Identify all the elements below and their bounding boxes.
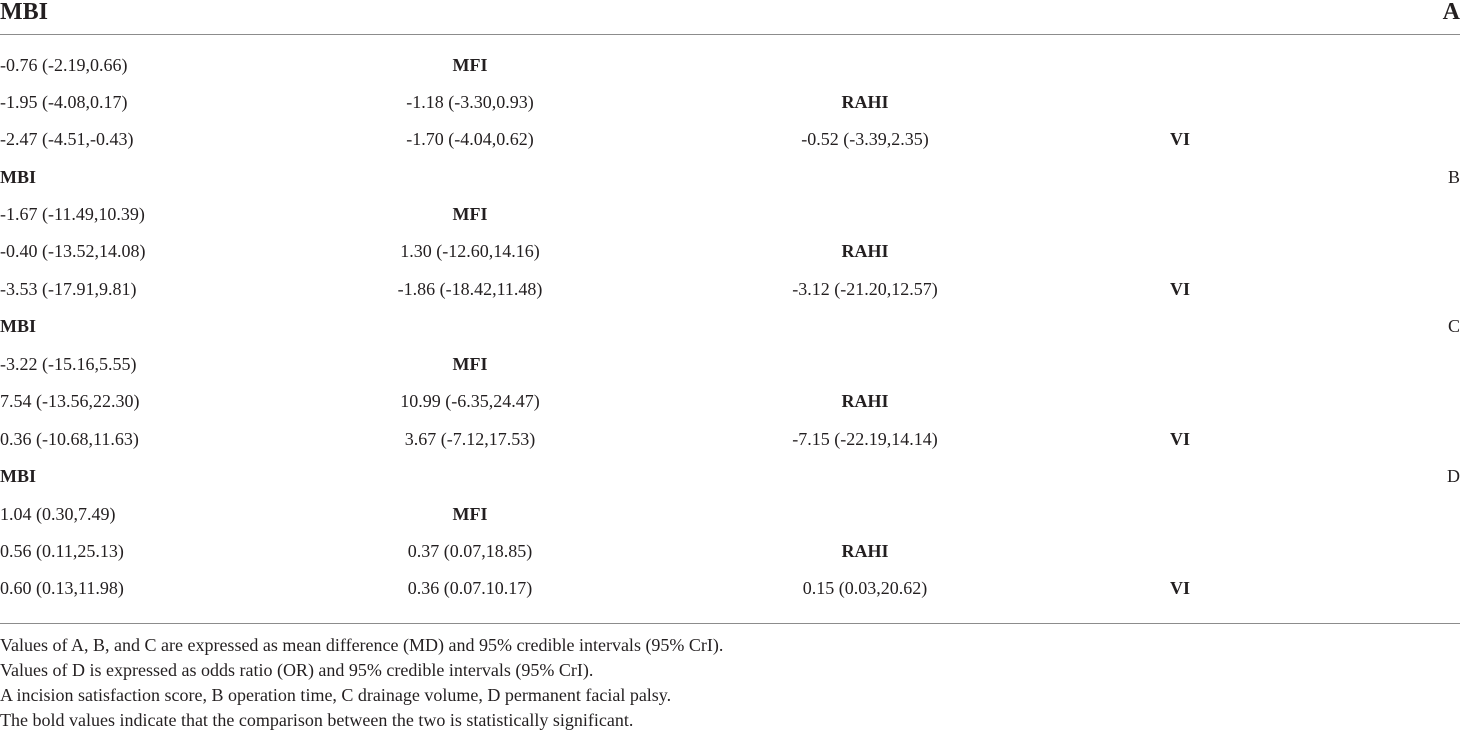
panel-mbi-label: MBI [0, 316, 36, 336]
diagonal-label-rahi: RAHI [841, 92, 889, 112]
diagonal-label-mfi: MFI [452, 354, 488, 374]
panel-letter-b: B [1447, 167, 1460, 187]
diagonal-label-rahi: RAHI [841, 541, 889, 561]
panel-header-row [0, 308, 1460, 345]
table-row [0, 121, 1460, 158]
top-rule [0, 34, 1460, 35]
panel-letter-d: D [1447, 466, 1460, 486]
diagonal-label-vi: VI [1169, 578, 1190, 598]
table-row [0, 233, 1460, 270]
table-cell: -3.22 (-15.16,5.55) [0, 354, 137, 374]
table-cell: 0.36 (0.07.10.17) [407, 578, 533, 598]
diagonal-label-mfi: MFI [452, 504, 488, 524]
diagonal-label-rahi: RAHI [841, 241, 889, 261]
table-row [0, 421, 1460, 458]
diagonal-label-vi: VI [1169, 279, 1190, 299]
table-cell: 0.37 (0.07,18.85) [407, 541, 533, 561]
diagonal-label-mfi: MFI [452, 55, 488, 75]
panel-mbi-label: MBI [0, 167, 36, 187]
table-cell: 3.67 (-7.12,17.53) [404, 429, 536, 449]
table-cell: -3.53 (-17.91,9.81) [0, 279, 137, 299]
header-mbi-label: MBI [0, 0, 48, 25]
panel-mbi-label: MBI [0, 466, 36, 486]
table-cell: -1.70 (-4.04,0.62) [406, 129, 534, 149]
table-cell: 10.99 (-6.35,24.47) [400, 391, 540, 411]
diagonal-label-mfi: MFI [452, 204, 488, 224]
table-cell: 7.54 (-13.56,22.30) [0, 391, 140, 411]
footnote-panel-legend: A incision satisfaction score, B operation time, C drainage volume, D permanent facial palsy. [0, 685, 672, 705]
footnote-effect-measure-d: Values of D is expressed as odds ratio (OR) and 95% credible intervals (95% CrI). [0, 660, 594, 680]
panel-letter-c: C [1447, 316, 1460, 336]
table-row [0, 84, 1460, 121]
table-row [0, 533, 1460, 570]
table-cell: -0.76 (-2.19,0.66) [0, 55, 128, 75]
footnote-effect-measure-abc: Values of A, B, and C are expressed as mean difference (MD) and 95% credible intervals (95% CrI). [0, 635, 724, 655]
panel-header-row [0, 159, 1460, 196]
table-footnotes [0, 633, 1460, 733]
table-cell: -1.95 (-4.08,0.17) [0, 92, 128, 112]
table-row [0, 346, 1460, 383]
table-cell: 1.04 (0.30,7.49) [0, 504, 116, 524]
header-panel-a-letter: A [1442, 0, 1460, 25]
table-row [0, 47, 1460, 84]
table-header [0, 0, 1460, 34]
table-cell: 0.56 (0.11,25.13) [0, 541, 124, 561]
table-cell: 0.60 (0.13,11.98) [0, 578, 124, 598]
table-cell: -0.52 (-3.39,2.35) [801, 129, 929, 149]
footnote-bold-meaning: The bold values indicate that the comparison between the two is statistically significant. [0, 710, 634, 730]
table-cell: 0.15 (0.03,20.62) [802, 578, 928, 598]
table-row [0, 271, 1460, 308]
table-cell: -0.40 (-13.52,14.08) [0, 241, 146, 261]
table-cell: -1.86 (-18.42,11.48) [397, 279, 543, 299]
diagonal-label-vi: VI [1169, 129, 1190, 149]
table-row [0, 383, 1460, 420]
table-cell: 0.36 (-10.68,11.63) [0, 429, 139, 449]
table-row [0, 496, 1460, 533]
table-cell: -1.18 (-3.30,0.93) [406, 92, 534, 112]
table-cell: -3.12 (-21.20,12.57) [792, 279, 938, 299]
panel-header-row [0, 458, 1460, 495]
table-cell: 1.30 (-12.60,14.16) [400, 241, 540, 261]
table-cell: -1.67 (-11.49,10.39) [0, 204, 145, 224]
table-cell: -7.15 (-22.19,14.14) [792, 429, 938, 449]
table-row [0, 570, 1460, 607]
diagonal-label-vi: VI [1169, 429, 1190, 449]
diagonal-label-rahi: RAHI [841, 391, 889, 411]
table-cell: -2.47 (-4.51,-0.43) [0, 129, 134, 149]
table-row [0, 196, 1460, 233]
bottom-rule [0, 623, 1460, 624]
